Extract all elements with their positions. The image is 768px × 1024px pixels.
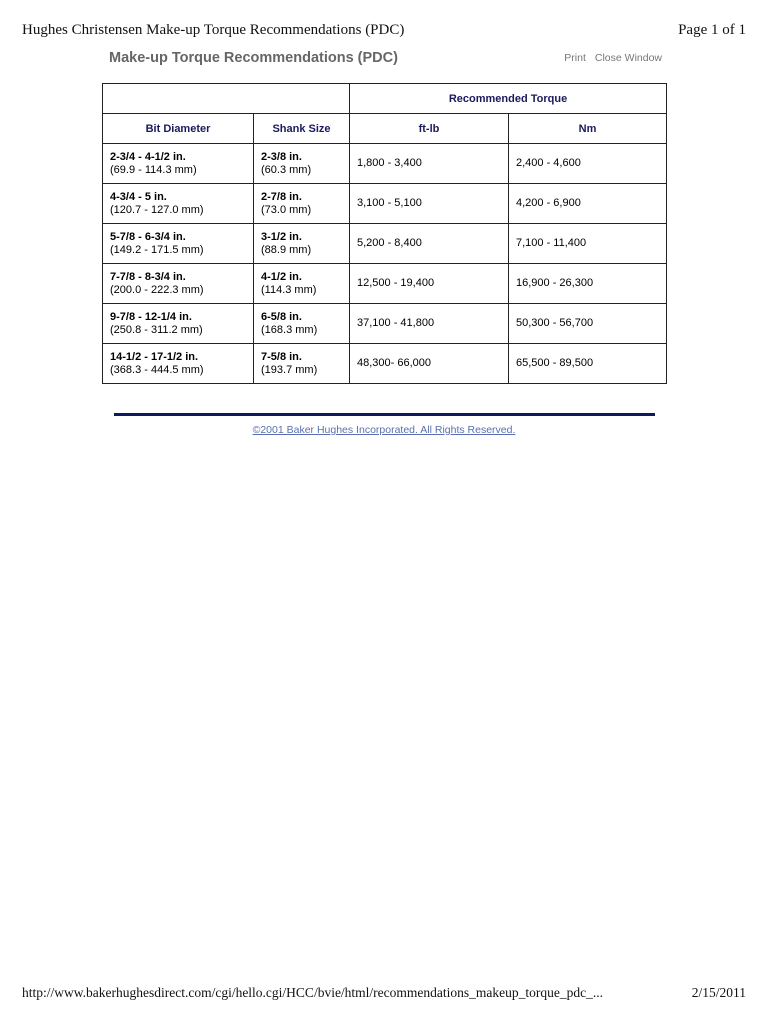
- bit-diameter-mm: (368.3 - 444.5 mm): [110, 363, 204, 376]
- table-group-header-row: [103, 84, 667, 114]
- nm-cell: 50,300 - 56,700: [509, 304, 667, 344]
- ftlb-cell: 48,300- 66,000: [350, 344, 509, 384]
- shank-size-in: 3-1/2 in.: [261, 230, 302, 243]
- ftlb-cell: 37,100 - 41,800: [350, 304, 509, 344]
- bit-diameter-cell: [103, 344, 254, 384]
- print-link[interactable]: Print: [564, 52, 586, 64]
- table-header-row: [103, 114, 667, 144]
- title-bar: [109, 50, 664, 66]
- nm-cell: 65,500 - 89,500: [509, 344, 667, 384]
- ftlb-header: ft-lb: [350, 114, 509, 144]
- footer-divider: [114, 413, 655, 416]
- nm-header: Nm: [509, 114, 667, 144]
- bit-diameter-in: 5-7/8 - 6-3/4 in.: [110, 230, 186, 243]
- shank-size-mm: (168.3 mm): [261, 323, 318, 336]
- nm-cell: 2,400 - 4,600: [509, 144, 667, 184]
- bit-diameter-cell: [103, 264, 254, 304]
- shank-size-in: 2-3/8 in.: [261, 150, 302, 163]
- page-actions: [564, 52, 664, 64]
- bit-diameter-cell: [103, 184, 254, 224]
- nm-cell: 7,100 - 11,400: [509, 224, 667, 264]
- bit-diameter-in: 4-3/4 - 5 in.: [110, 190, 167, 203]
- page-title: Make-up Torque Recommendations (PDC): [109, 50, 398, 66]
- shank-size-cell: [254, 184, 350, 224]
- bit-diameter-mm: (250.8 - 311.2 mm): [110, 323, 203, 336]
- shank-size-mm: (193.7 mm): [261, 363, 318, 376]
- print-footer-url: http://www.bakerhughesdirect.com/cgi/hello.cgi/HCC/bvie/html/recommendations_makeup_torque_pdc_...: [22, 985, 603, 1000]
- torque-table: [102, 83, 667, 384]
- table-row: [103, 144, 667, 184]
- shank-size-cell: [254, 344, 350, 384]
- table-row: [103, 184, 667, 224]
- recommended-torque-header: Recommended Torque: [350, 84, 667, 114]
- nm-cell: 16,900 - 26,300: [509, 264, 667, 304]
- ftlb-cell: 12,500 - 19,400: [350, 264, 509, 304]
- table-row: [103, 344, 667, 384]
- close-window-link[interactable]: Close Window: [594, 52, 662, 64]
- shank-size-in: 6-5/8 in.: [261, 310, 302, 323]
- bit-diameter-cell: [103, 304, 254, 344]
- bit-diameter-header: Bit Diameter: [103, 114, 254, 144]
- print-footer-date: 2/15/2011: [691, 985, 746, 1000]
- nm-cell: 4,200 - 6,900: [509, 184, 667, 224]
- bit-diameter-mm: (120.7 - 127.0 mm): [110, 203, 204, 216]
- ftlb-cell: 3,100 - 5,100: [350, 184, 509, 224]
- bit-diameter-mm: (69.9 - 114.3 mm): [110, 163, 197, 176]
- bit-diameter-cell: [103, 224, 254, 264]
- bit-diameter-mm: (200.0 - 222.3 mm): [110, 283, 204, 296]
- table-row: [103, 304, 667, 344]
- empty-header-cell: [103, 84, 350, 114]
- shank-size-in: 7-5/8 in.: [261, 350, 302, 363]
- bit-diameter-in: 9-7/8 - 12-1/4 in.: [110, 310, 192, 323]
- shank-size-mm: (88.9 mm): [261, 243, 312, 256]
- table-row: [103, 224, 667, 264]
- shank-size-cell: [254, 144, 350, 184]
- shank-size-cell: [254, 264, 350, 304]
- ftlb-cell: 5,200 - 8,400: [350, 224, 509, 264]
- bit-diameter-in: 7-7/8 - 8-3/4 in.: [110, 270, 186, 283]
- bit-diameter-in: 2-3/4 - 4-1/2 in.: [110, 150, 186, 163]
- print-footer: [22, 985, 746, 1001]
- table-row: [103, 264, 667, 304]
- shank-size-cell: [254, 304, 350, 344]
- shank-size-header: Shank Size: [254, 114, 350, 144]
- shank-size-mm: (60.3 mm): [261, 163, 312, 176]
- shank-size-in: 4-1/2 in.: [261, 270, 302, 283]
- print-header-title: Hughes Christensen Make-up Torque Recommendations (PDC): [22, 22, 405, 38]
- shank-size-in: 2-7/8 in.: [261, 190, 302, 203]
- bit-diameter-in: 14-1/2 - 17-1/2 in.: [110, 350, 199, 363]
- bit-diameter-cell: [103, 144, 254, 184]
- copyright-link[interactable]: ©2001 Baker Hughes Incorporated. All Rights Reserved.: [252, 424, 516, 436]
- ftlb-cell: 1,800 - 3,400: [350, 144, 509, 184]
- print-header: [22, 22, 746, 39]
- shank-size-mm: (114.3 mm): [261, 283, 317, 296]
- bit-diameter-mm: (149.2 - 171.5 mm): [110, 243, 204, 256]
- shank-size-cell: [254, 224, 350, 264]
- print-header-page-number: Page 1 of 1: [678, 22, 746, 38]
- shank-size-mm: (73.0 mm): [261, 203, 312, 216]
